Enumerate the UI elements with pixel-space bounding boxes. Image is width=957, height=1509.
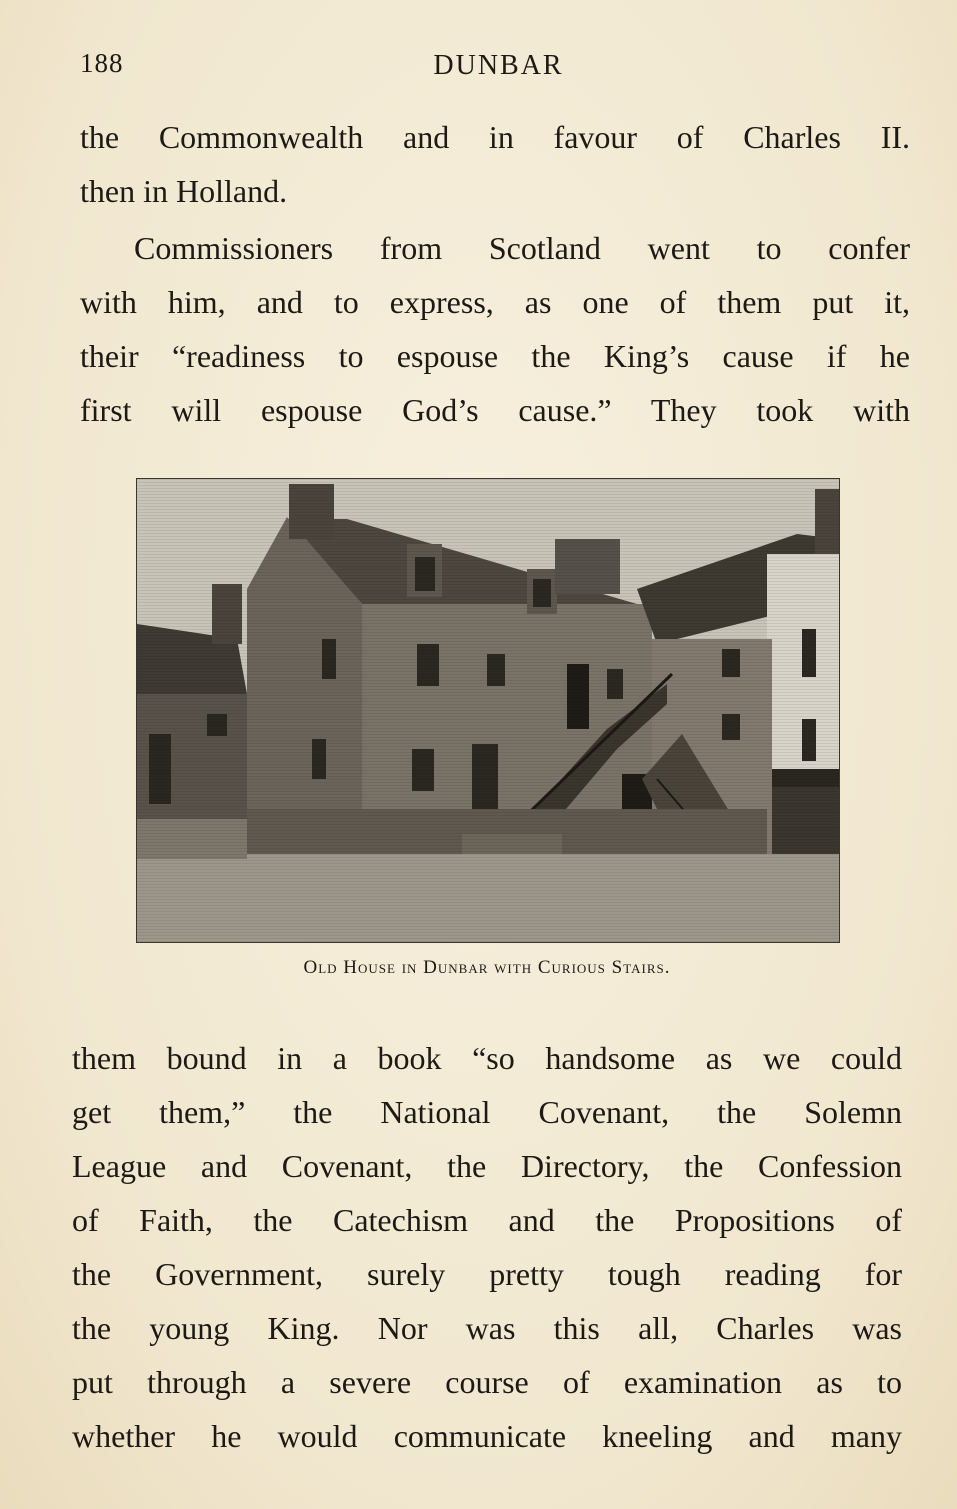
text-line: their “readiness to espouse the King’s cause if he (80, 338, 910, 374)
text-line: get them,” the National Covenant, the Solemn (72, 1094, 902, 1130)
text-line: them bound in a book “so handsome as we could (72, 1040, 902, 1076)
text-line: the Commonwealth and in favour of Charles II. (80, 119, 910, 155)
paragraph-2 (80, 221, 910, 437)
text-line: put through a severe course of examination as to (72, 1364, 902, 1400)
text-line: first will espouse God’s cause.” They took with (80, 392, 910, 428)
paragraph-1 (80, 110, 910, 218)
figure-caption: Old House in Dunbar with Curious Stairs. (303, 957, 671, 978)
text-line: with him, and to express, as one of them put it, (80, 284, 910, 320)
paragraph-3 (72, 1031, 902, 1463)
text-line: Commissioners from Scotland went to confer (134, 230, 910, 266)
text-line: whether he would communicate kneeling and many (72, 1418, 902, 1454)
text-line: League and Covenant, the Directory, the Confession (72, 1148, 902, 1184)
text-line: then in Holland. (80, 173, 288, 209)
text-line: the Government, surely pretty tough reading for (72, 1256, 902, 1292)
text-line: of Faith, the Catechism and the Propositions of (72, 1202, 902, 1238)
running-title: DUNBAR (433, 50, 564, 81)
text-line: the young King. Nor was this all, Charles was (72, 1310, 902, 1346)
page-number: 188 (80, 48, 124, 78)
photograph-old-house (136, 478, 840, 943)
